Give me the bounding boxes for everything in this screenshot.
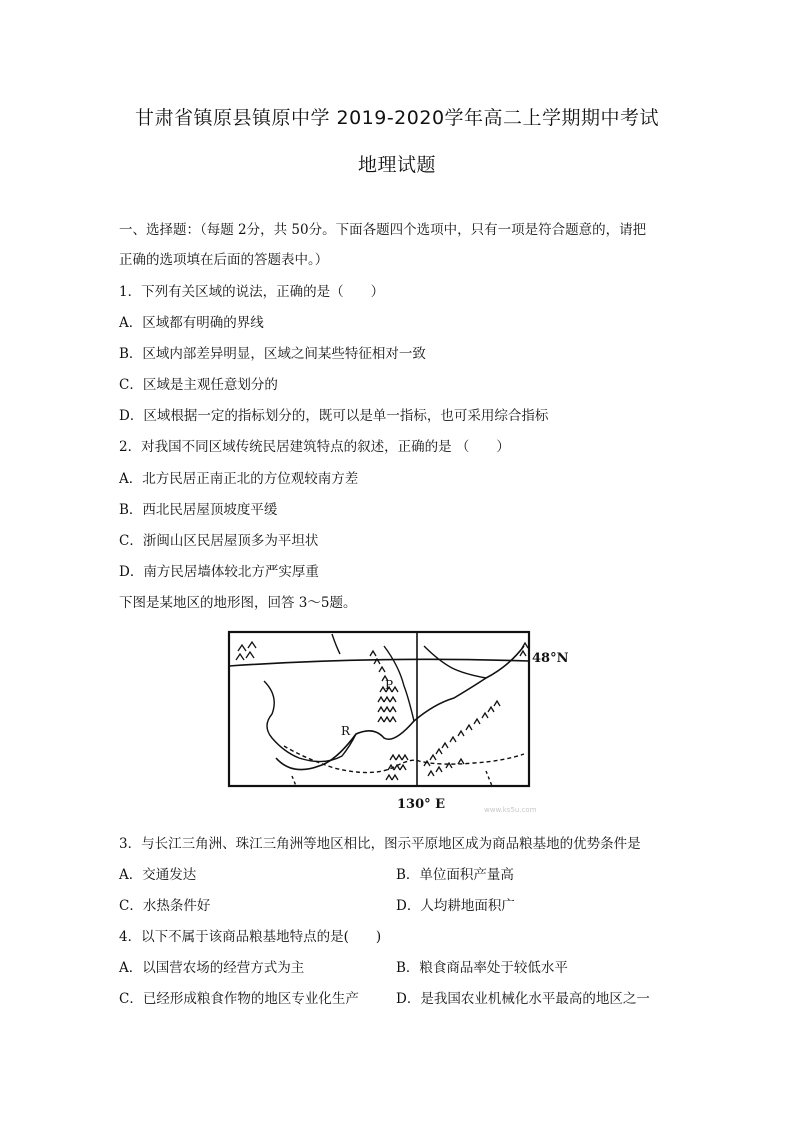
river-northeast (424, 646, 486, 678)
longitude-label: 130° E (397, 797, 446, 812)
q4-option-c: C．已经形成粮食作物的地区专业化生产 (119, 991, 359, 1007)
section-instructions-line1: 一、选择题：（每题 2分，共 50分。下面各题四个选项中，只有一项是符合题意的，请把 (119, 222, 647, 238)
map-intro: 下图是某地区的地形图，回答 3～5题。 (119, 595, 357, 611)
q2-option-a: A．北方民居正南正北的方位观较南方差 (119, 471, 359, 487)
river-small (332, 634, 340, 654)
section-instructions-line2: 正确的选项填在后面的答题表中。） (119, 252, 329, 268)
q3-option-d: D．人均耕地面积广 (396, 898, 515, 914)
q3-option-c: C．水热条件好 (119, 898, 211, 914)
q2-option-d: D．南方民居墙体较北方严实厚重 (119, 564, 319, 580)
q4-stem: 4．以下不属于该商品粮基地特点的是( ) (119, 929, 382, 945)
latitude-label: 48°N (532, 651, 569, 666)
q3-option-a: A．交通发达 (119, 867, 197, 883)
q3-option-b: B．单位面积产量高 (396, 867, 514, 883)
q1-stem: 1．下列有关区域的说法，正确的是（ ） (119, 284, 385, 300)
page-subtitle: 地理试题 (357, 154, 436, 176)
q4-option-b: B．粮食商品率处于较低水平 (396, 960, 568, 976)
boundary-south (284, 746, 524, 773)
map-label-r: R (341, 724, 351, 738)
page-title: 甘肃省镇原县镇原中学 2019-2020学年高二上学期期中考试 (134, 107, 660, 129)
q3-stem: 3．与长江三角洲、珠江三角洲等地区相比，图示平原地区成为商品粮基地的优势条件是 (119, 836, 641, 852)
q1-option-c: C．区域是主观任意划分的 (119, 377, 278, 393)
q1-option-b: B．区域内部差异明显，区域之间某些特征相对一致 (119, 346, 426, 362)
q2-option-b: B．西北民居屋顶坡度平缓 (119, 502, 278, 518)
q4-option-a: A．以国营农场的经营方式为主 (119, 960, 305, 976)
q2-stem: 2．对我国不同区域传统民居建筑特点的叙述，正确的是 （ ） (119, 439, 510, 455)
q2-option-c: C．浙闽山区民居屋顶多为平坦状 (119, 533, 319, 549)
map-label-p: P (385, 678, 394, 692)
terrain-map-drawing (224, 626, 546, 818)
terrain-map (224, 626, 569, 818)
q1-option-d: D．区域根据一定的指标划分的，既可以是单一指标，也可采用综合指标 (119, 408, 549, 424)
q4-option-d: D．是我国农业机械化水平最高的地区之一 (396, 991, 650, 1007)
river-main (276, 646, 524, 770)
map-watermark: www.ks5u.com (484, 806, 537, 814)
q1-option-a: A．区域都有明确的界线 (119, 315, 264, 331)
